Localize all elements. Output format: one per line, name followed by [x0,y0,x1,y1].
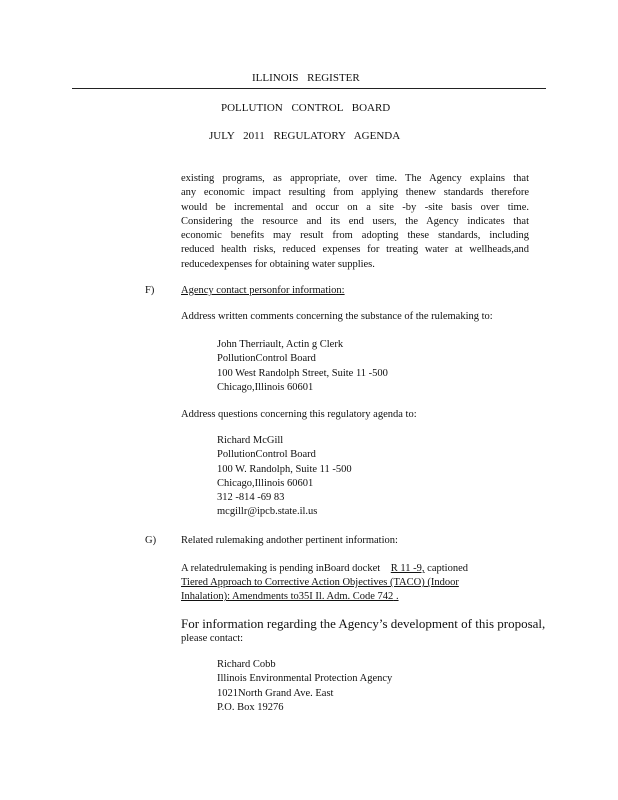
captioned-text: captioned [427,563,468,574]
intro-paragraph [181,172,529,272]
docket-number: R 11 -9, [390,563,425,574]
intro-line: existing programs, as appropriate, over time. The Agency explains that [181,173,529,184]
header-rule [72,88,546,89]
intro-line: Considering the resource and its end users, the Agency indicates that [181,215,529,227]
agenda-title: JULY 2011 REGULATORY AGENDA [209,130,401,142]
contact-line: 1021North Grand Ave. East [217,687,334,699]
intro-line: any economic impact resulting from applying thenew standards therefore [181,187,529,199]
address-comments-line: Address written comments concerning the substance of the rulemaking to: [181,311,493,322]
info-regarding-line: For information regarding the Agency’s development of this proposal, [181,616,546,631]
contact-line: PollutionControl Board [217,449,316,461]
contact-line: PollutionControl Board [217,353,316,365]
board-title: POLLUTION CONTROL BOARD [221,102,391,114]
contact-line: Illinois Environmental Protection Agency [217,673,393,685]
section-f-heading: Agency contact personfor information: [181,285,345,296]
section-g-heading: Related rulemaking andother pertinent information: [181,535,398,546]
contact-line: 100 West Randolph Street, Suite 11 -500 [217,367,388,379]
section-f-marker: F) [145,285,155,296]
register-title: ILLINOIS REGISTER [252,72,360,84]
related-rulemaking-line [181,562,468,576]
contact-email[interactable]: mcgillr@ipcb.state.il.us [217,506,318,518]
rulemaking-caption-line: Inhalation): Amendments to35I Il. Adm. Code 742 . [181,591,399,602]
contact-block-clerk [217,338,388,395]
contact-line: P.O. Box 19276 [217,701,284,713]
contact-line: Chicago,Illinois 60601 [217,477,314,489]
related-text: A relatedrulemaking is pending inBoard docket [181,563,381,574]
rulemaking-caption-text: Inhalation): Amendments to35I Il. Adm. Code 742 [181,591,394,602]
contact-line: 100 W. Randolph, Suite 11 -500 [217,463,352,475]
contact-line: Richard McGill [217,435,284,446]
contact-block-mcgill [217,434,352,520]
section-g-marker: G) [145,535,157,546]
please-contact-line: please contact: [181,633,244,644]
contact-line: 312 -814 -69 83 [217,492,285,504]
contact-line: Richard Cobb [217,659,276,670]
address-questions-line: Address questions concerning this regulatory agenda to: [181,409,417,420]
intro-line: reducedexpenses for obtaining water supplies. [181,258,375,270]
contact-block-cobb [217,658,392,715]
rulemaking-caption-line: Tiered Approach to Corrective Action Objectives (TACO) (Indoor [181,577,459,588]
intro-line: economic benefits may result from adopting these standards, including [181,230,529,242]
intro-line: reduced health risks, reduced expenses for treating water at wellheads,and [181,244,529,256]
contact-line: Chicago,Illinois 60601 [217,381,314,393]
contact-line: John Therriault, Actin g Clerk [217,339,344,350]
intro-line: would be incremental and occur on a site -by -site basis over time. [181,201,529,213]
